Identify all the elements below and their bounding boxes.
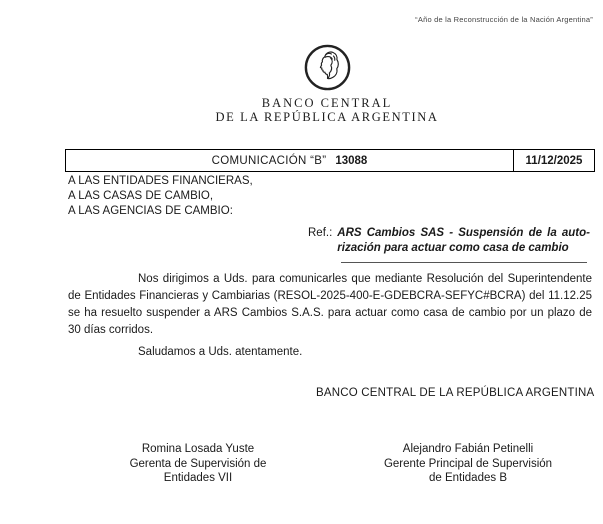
reference-text-line1: ARS Cambios SAS - Suspensión de la auto-: [337, 227, 590, 239]
signer-name: Alejandro Fabián Petinelli: [402, 443, 534, 455]
bcra-liberty-head-icon: [303, 43, 352, 92]
addressee-line: A LAS AGENCIAS DE CAMBIO:: [68, 205, 233, 217]
reference-text: [337, 226, 590, 255]
signer-title-line1: Gerente Principal de Supervisión: [383, 457, 553, 470]
signature-block-left: [103, 442, 293, 486]
communication-type-label: COMUNICACIÓN “B”: [211, 154, 327, 167]
organization-signature: BANCO CENTRAL DE LA REPÚBLICA ARGENTINA: [316, 387, 595, 399]
addressee-line: A LAS ENTIDADES FINANCIERAS,: [68, 175, 253, 187]
reference-block: [308, 226, 590, 255]
signer-name: Romina Losada Yuste: [141, 443, 255, 455]
reference-underline: [341, 262, 587, 263]
bank-title-line1: BANCO CENTRAL: [261, 96, 393, 110]
signer-title-line2: Entidades VII: [163, 472, 233, 484]
body-paragraph: Nos dirigimos a Uds. para comunicarles que mediante Resolución del Superintendente de Entidades Financieras y Cambiarias (RESOL-2025-400-E-GDEBCRA-SEFYC#BCRA) del 11.12.25 se ha resuelto suspender a ARS Cambios S.A.S. para actuar como casa de cambio por un plazo de 30 días corridos.: [68, 273, 592, 336]
communication-header-box: [65, 149, 595, 172]
addressee-line: A LAS CASAS DE CAMBIO,: [68, 190, 214, 202]
communication-date: 11/12/2025: [513, 150, 594, 171]
bank-title: [127, 96, 527, 124]
year-motto: “Año de la Reconstrucción de la Nación Argentina”: [415, 15, 593, 24]
communication-title-cell: [66, 150, 513, 171]
bank-title-line2: DE LA REPÚBLICA ARGENTINA: [215, 110, 439, 124]
addressee-list: [68, 174, 253, 219]
reference-text-line2: rización para actuar como casa de cambio: [337, 241, 569, 254]
signature-block-right: [363, 442, 573, 486]
reference-label: Ref.:: [308, 227, 333, 239]
signer-title-line2: de Entidades B: [428, 472, 507, 484]
communication-number: 13088: [335, 154, 368, 167]
closing-line: Saludamos a Uds. atentamente.: [138, 346, 303, 358]
signer-title-line1: Gerenta de Supervisión de: [129, 457, 267, 470]
